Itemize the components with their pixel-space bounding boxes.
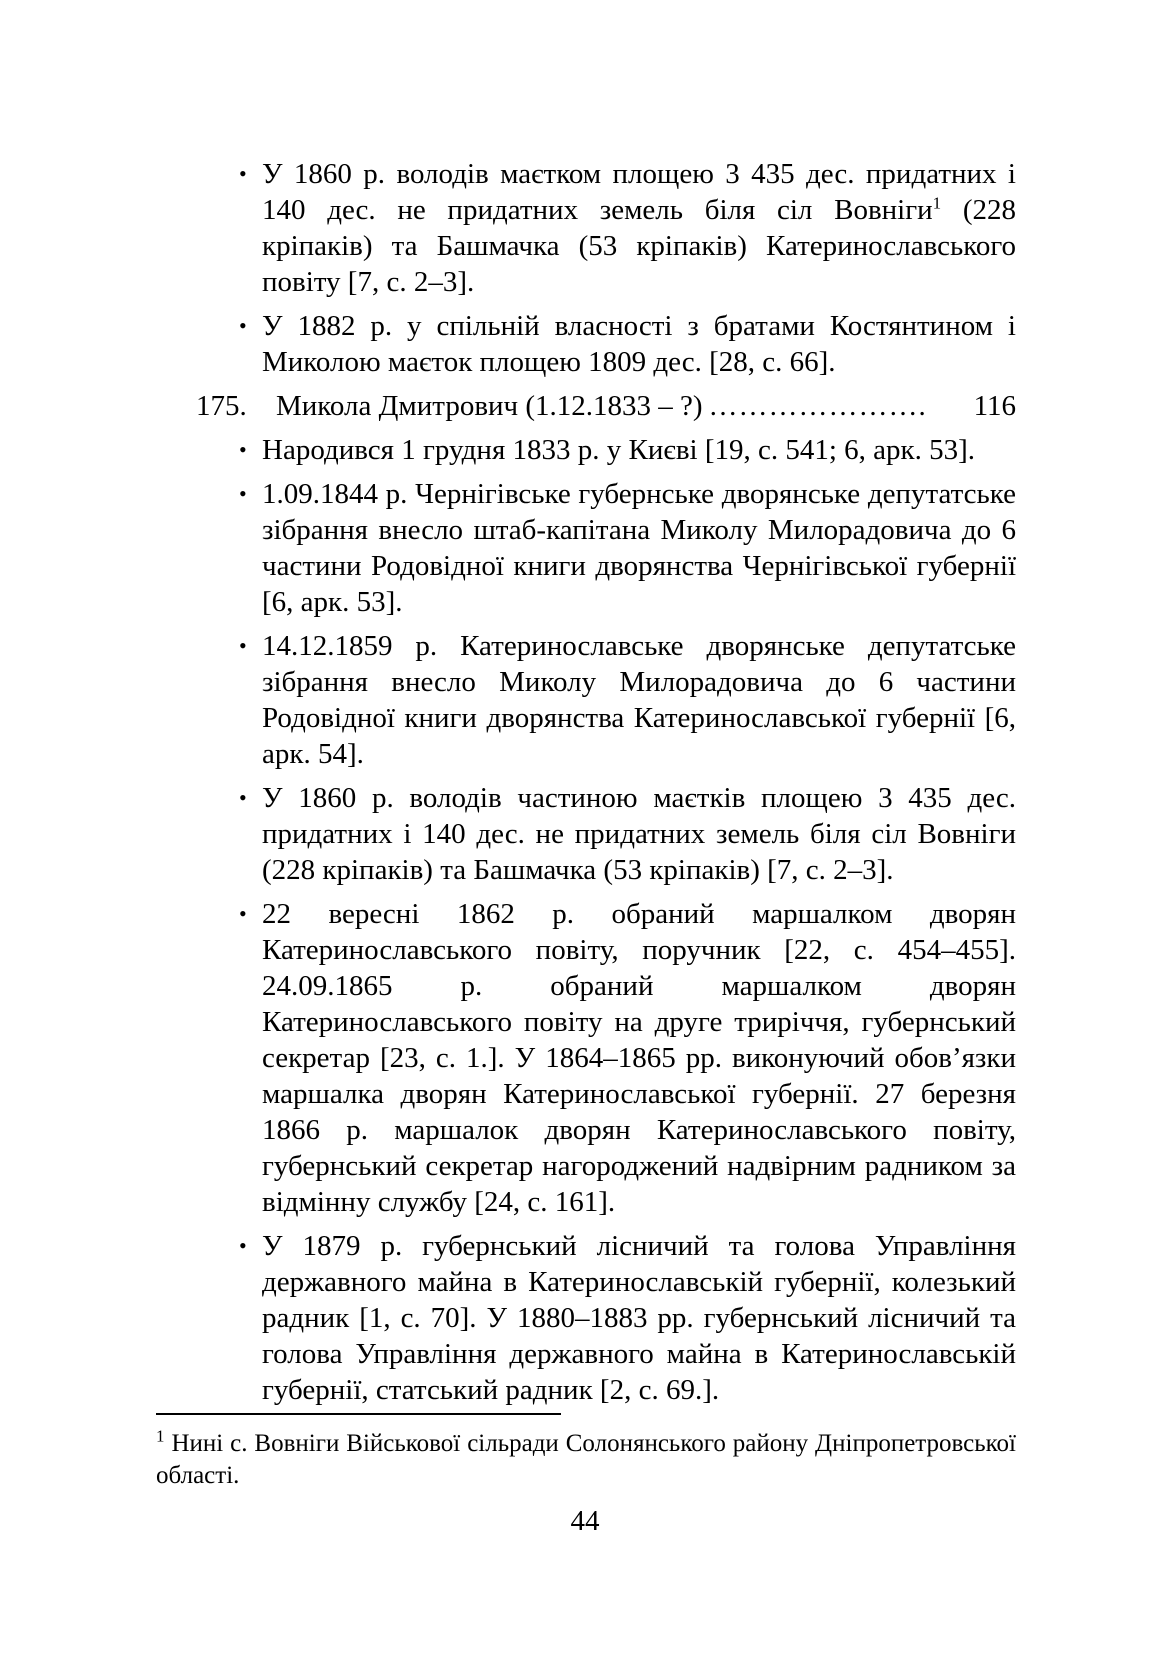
footnote-text: Нині с. Вовніги Військової сільради Солонянського району Дніпропетровської області. — [156, 1430, 1016, 1489]
bullet-icon: • — [239, 481, 247, 506]
list-item-text: 14.12.1859 р. Катеринославське дворянське депутатське зібрання внесло Миколу Милорадовича до 6 частини Родовідної книги дворянства Катеринославської губернії [6, арк. 54]. — [262, 630, 1016, 770]
list-item — [156, 432, 1016, 468]
bullet-icon: • — [239, 785, 247, 810]
footnote-separator — [156, 1413, 561, 1415]
list-item-text: У 1860 р. володів маєтком площею 3 435 дес. придатних і 140 дес. не придатних земель біля сіл Вовніги — [262, 158, 1016, 226]
footnote — [156, 1428, 1016, 1492]
list-item — [156, 1228, 1016, 1408]
list-item — [156, 308, 1016, 380]
list-item — [156, 156, 1016, 300]
list-item — [156, 628, 1016, 772]
dot-leader: …………………. — [708, 390, 927, 422]
genealogy-entry-heading — [156, 388, 1016, 424]
list-item — [156, 896, 1016, 1220]
entry-name: Микола Дмитрович (1.12.1833 – ?) — [276, 390, 703, 422]
list-item-text: У 1860 р. володів частиною маєтків площею 3 435 дес. придатних і 140 дес. не придатних земель біля сіл Вовніги (228 кріпаків) та Башмачка (53 кріпаків) [7, с. 2–3]. — [262, 782, 1016, 886]
list-item — [156, 476, 1016, 620]
list-item-text: У 1882 р. у спільній власності з братами Костянтином і Миколою маєток площею 1809 дес. [28, с. 66]. — [262, 310, 1016, 378]
page-number: 44 — [570, 1505, 600, 1537]
footnote-mark: 1 — [156, 1426, 165, 1446]
list-item-text: Народився 1 грудня 1833 р. у Києві [19, с. 541; 6, арк. 53]. — [262, 434, 976, 466]
footnote-reference: 1 — [932, 193, 942, 213]
main-text — [156, 156, 1016, 1416]
entry-number: 175. — [196, 390, 247, 422]
bullet-icon: • — [239, 437, 247, 462]
list-item-text-continued: (228 кріпаків) та Башмачка (53 кріпаків) Катеринославського повіту [7, с. 2–3]. — [262, 194, 1016, 298]
entry-page-reference: 116 — [973, 390, 1016, 422]
bullet-icon: • — [239, 313, 247, 338]
list-item-text: 22 вересні 1862 р. обраний маршалком дворян Катеринославського повіту, поручник [22, с. 454–455]. 24.09.1865 р. обраний маршалком дворян Катеринославського повіту на друге триріччя, губернський секретар [23, с. 1.]. У 1864–1865 рр. виконуючий обов’язки маршалка дворян Катеринославської губернії. 27 березня 1866 р. маршалок дворян Катеринославського повіту, губернський секретар нагороджений надвірним радником за відмінну службу [24, с. 161]. — [262, 898, 1016, 1218]
list-item-text: У 1879 р. губернський лісничий та голова Управління державного майна в Катеринославській губернії, колезький радник [1, с. 70]. У 1880–1883 рр. губернський лісничий та голова Управління державного майна в Катеринославській губернії, статський радник [2, с. 69.]. — [262, 1230, 1016, 1406]
bullet-icon: • — [239, 1233, 247, 1258]
list-item-text: 1.09.1844 р. Чернігівське губернське дворянське депутатське зібрання внесло штаб-капітана Миколу Милорадовича до 6 частини Родовідної книги дворянства Чернігівської губернії [6, арк. 53]. — [262, 478, 1016, 618]
bullet-icon: • — [239, 161, 247, 186]
bullet-icon: • — [239, 633, 247, 658]
bullet-icon: • — [239, 901, 247, 926]
list-item — [156, 780, 1016, 888]
